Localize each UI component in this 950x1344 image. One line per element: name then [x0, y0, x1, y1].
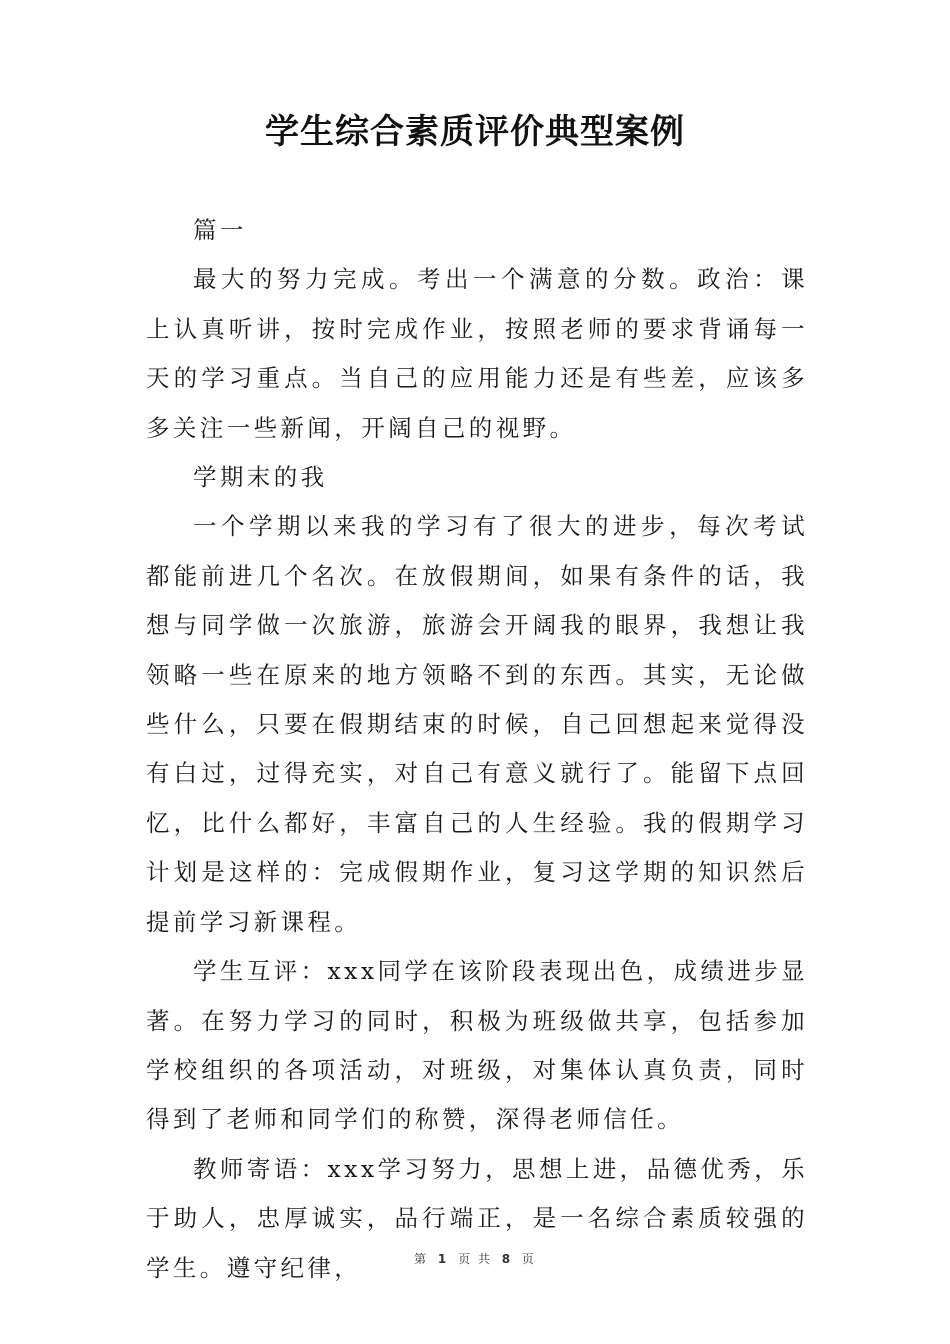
document-title: 学生综合素质评价典型案例	[265, 112, 685, 152]
footer-suffix: 页	[521, 1252, 536, 1266]
document-body	[146, 206, 808, 1293]
footer-total-pages: 8	[501, 1252, 513, 1266]
paragraph-section-label: 篇一	[193, 216, 247, 244]
page-footer	[0, 1250, 950, 1267]
paragraph: 最大的努力完成。考出一个满意的分数。政治：课上认真听讲，按时完成作业，按照老师的要求背诵每一天的学习重点。当自己的应用能力还是有些差，应该多多关注一些新闻，开阔自己的视野。	[146, 265, 808, 442]
footer-prefix: 第	[414, 1252, 429, 1266]
paragraph: 教师寄语：xxx学习努力，思想上进，品德优秀，乐于助人，忠厚诚实，品行端正，是一名综合素质较强的学生。遵守纪律，	[146, 1154, 808, 1282]
footer-current-page: 1	[437, 1252, 449, 1266]
footer-middle: 页 共	[458, 1252, 492, 1266]
paragraph-heading: 学期末的我	[193, 463, 328, 492]
paragraph: 一个学期以来我的学习有了很大的进步，每次考试都能前进几个名次。在放假期间，如果有条件的话，我想与同学做一次旅游，旅游会开阔我的眼界，我想让我领略一些在原来的地方领略不到的东西。其实，无论做些什么，只要在假期结束的时候，自己回想起来觉得没有白过，过得充实，对自己有意义就行了。能留下点回忆，比什么都好，丰富自己的人生经验。我的假期学习计划是这样的：完成假期作业，复习这学期的知识然后提前学习新课程。	[146, 512, 808, 936]
paragraph: 学生互评：xxx同学在该阶段表现出色，成绩进步显著。在努力学习的同时，积极为班级做共享，包括参加学校组织的各项活动，对班级，对集体认真负责，同时得到了老师和同学们的称赞，深得老师信任。	[146, 957, 808, 1134]
